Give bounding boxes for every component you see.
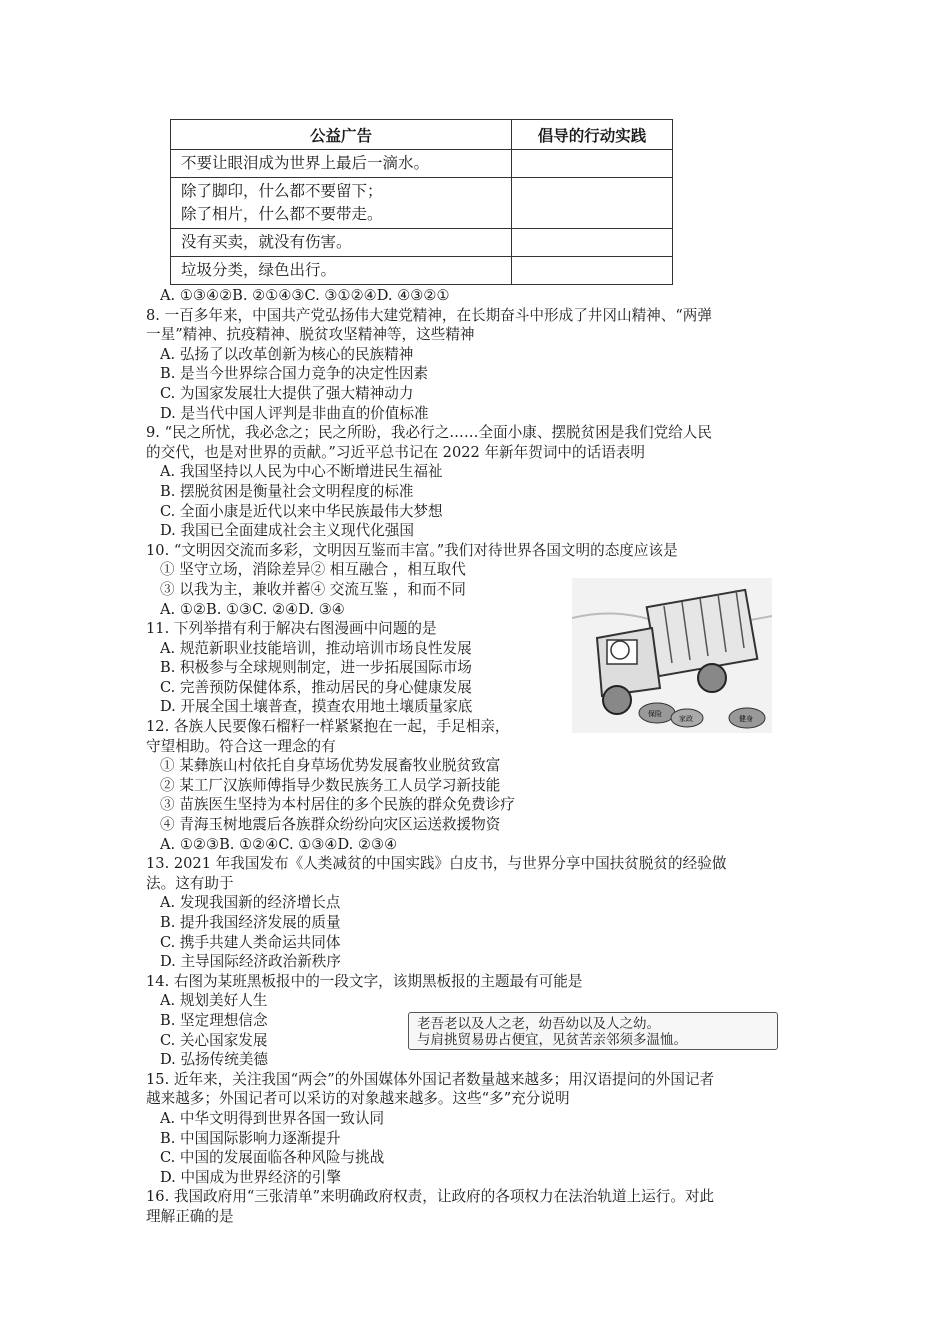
answer-option[interactable]: B. 中国国际影响力逐渐提升 <box>160 1129 341 1147</box>
answer-option[interactable]: C. 中国的发展面临各种风险与挑战 <box>160 1149 385 1167</box>
question-stem-line: 法。这有助于 <box>146 874 234 892</box>
answer-option[interactable]: C. 携手共建人类命运共同体 <box>160 933 341 951</box>
answer-option[interactable]: A. 中华文明得到世界各国一致认同 <box>160 1109 385 1127</box>
question-stem-line: ① 坚守立场，消除差异② 相互融合 ，相互取代 <box>160 561 466 579</box>
answer-option[interactable]: C. 完善预防保健体系，推动居民的身心健康发展 <box>160 678 472 696</box>
question-stem-line: ③ 苗族医生坚持为本村居住的多个民族的群众免费诊疗 <box>160 796 515 814</box>
answer-option[interactable]: D. 主导国际经济政治新秩序 <box>160 953 341 971</box>
answer-option[interactable]: C. 全面小康是近代以来中华民族最伟大梦想 <box>160 502 443 520</box>
answer-option[interactable]: C. 为国家发展壮大提供了强大精神动力 <box>160 384 414 402</box>
question-stem-line: 8. 一百多年来，中国共产党弘扬伟大建党精神，在长期奋斗中形成了井冈山精神、“两弹 <box>146 306 712 324</box>
rock-label: 家政 <box>679 715 693 723</box>
practice-answer-cell[interactable] <box>512 150 673 178</box>
ad-slogan-line: 垃圾分类，绿色出行。 <box>181 261 337 279</box>
answer-option[interactable]: A. 发现我国新的经济增长点 <box>160 894 341 912</box>
question-stem-line: ④ 青海玉树地震后各族群众纷纷向灾区运送救援物资 <box>160 816 501 834</box>
answer-option[interactable]: B. 是当今世界综合国力竞争的决定性因素 <box>160 365 429 383</box>
answer-option[interactable]: A. 规划美好人生 <box>160 992 268 1010</box>
question-block <box>146 1187 816 1226</box>
table-header-practice: 倡导的行动实践 <box>512 120 673 150</box>
question-block <box>146 306 816 424</box>
ad-slogan-cell <box>171 257 512 285</box>
question-area <box>146 286 816 1227</box>
question-stem-line: 15. 近年来，关注我国“两会”的外国媒体外国记者数量越来越多；用汉语提问的外国记者 <box>146 1070 715 1088</box>
board-line: 老吾老以及人之老，幼吾幼以及人之幼。 <box>417 1016 660 1032</box>
question-stem-line: 14. 右图为某班黑板报中的一段文字，该期黑板报的主题最有可能是 <box>146 972 583 990</box>
rock-label: 健身 <box>739 715 753 723</box>
question-block <box>146 717 816 854</box>
answer-option[interactable]: C. 关心国家发展 <box>160 1031 268 1049</box>
public-service-ad-table <box>170 119 673 285</box>
rock-label: 保险 <box>648 710 662 718</box>
ad-slogan-line: 除了脚印，什么都不要留下； <box>181 182 383 200</box>
table-body <box>171 150 673 285</box>
answer-option[interactable]: B. 积极参与全球规则制定，进一步拓展国际市场 <box>160 659 472 677</box>
question-stem-line: 13. 2021 年我国发布《人类减贫的中国实践》白皮书，与世界分享中国扶贫脱贫的经验做 <box>146 855 727 873</box>
question-block <box>146 854 816 972</box>
question-block <box>146 423 816 541</box>
q7-answer-options: A. ①③④②B. ②①④③C. ③①②④D. ④③②① <box>160 287 450 304</box>
question-stem-line: 理解正确的是 <box>146 1207 234 1225</box>
question-stem-line: 守望相助。符合这一理念的有 <box>146 737 336 755</box>
answer-option[interactable]: A. 我国坚持以人民为中心不断增进民生福祉 <box>160 463 443 481</box>
answer-option[interactable]: D. 我国已全面建成社会主义现代化强国 <box>160 522 414 540</box>
answer-option[interactable]: A. ①②③B. ①②④C. ①③④D. ②③④ <box>160 835 398 853</box>
ad-slogan-cell <box>171 178 512 229</box>
question-stem-line: 10. “文明因交流而多彩，文明因互鉴而丰富。”我们对待世界各国文明的态度应该是 <box>146 541 678 559</box>
ad-slogan-cell <box>171 229 512 257</box>
question-stem-line: 12. 各族人民要像石榴籽一样紧紧抱在一起，手足相亲， <box>146 718 510 736</box>
question-stem-line: 9. “民之所忧，我必念之；民之所盼，我必行之……全面小康、摆脱贫困是我们党给人民 <box>146 424 712 442</box>
question-stem-line: ③ 以我为主，兼收并蓄④ 交流互鉴 ，和而不同 <box>160 580 466 598</box>
answer-option[interactable]: D. 弘扬传统美德 <box>160 1051 269 1069</box>
truck-cartoon-image <box>572 578 772 733</box>
ad-slogan-line: 没有买卖，就没有伤害。 <box>181 233 352 251</box>
question-stem-line: 一星”精神、抗疫精神、脱贫攻坚精神等，这些精神 <box>146 326 475 344</box>
question-stem-line: ① 某彝族山村依托自身草场优势发展畜牧业脱贫致富 <box>160 757 501 775</box>
question-stem-line: 越来越多；外国记者可以采访的对象越来越多。这些“多”充分说明 <box>146 1090 570 1108</box>
question-stem-line: 11. 下列举措有利于解决右图漫画中问题的是 <box>146 620 437 638</box>
ad-slogan-line: 不要让眼泪成为世界上最后一滴水。 <box>181 154 430 172</box>
answer-option[interactable]: B. 坚定理想信念 <box>160 1011 268 1029</box>
question-block <box>146 1070 816 1188</box>
table-row <box>171 229 673 257</box>
question-stem-line: 16. 我国政府用“三张清单”来明确政府权责，让政府的各项权力在法治轨道上运行。对此 <box>146 1188 715 1206</box>
question-stem-line: 的交代，也是对世界的贡献。”习近平总书记在 2022 年新年贺词中的话语表明 <box>146 443 645 461</box>
practice-answer-cell[interactable] <box>512 257 673 285</box>
board-line: 与肩挑贸易毋占便宜，见贫苦亲邻须多温恤。 <box>417 1032 687 1048</box>
table-header-ad: 公益广告 <box>171 120 512 150</box>
answer-option[interactable]: A. 规范新职业技能培训，推动培训市场良性发展 <box>160 639 472 657</box>
table-row <box>171 178 673 229</box>
practice-answer-cell[interactable] <box>512 178 673 229</box>
table-row <box>171 150 673 178</box>
question-list <box>146 306 816 1227</box>
answer-option[interactable]: D. 是当代中国人评判是非曲直的价值标准 <box>160 404 429 422</box>
answer-option[interactable]: D. 开展全国土壤普查，摸查农用地土壤质量家底 <box>160 698 473 716</box>
practice-answer-cell[interactable] <box>512 229 673 257</box>
answer-option[interactable]: B. 摆脱贫困是衡量社会文明程度的标准 <box>160 482 414 500</box>
answer-option[interactable]: B. 提升我国经济发展的质量 <box>160 914 341 931</box>
answer-option[interactable]: A. 弘扬了以改革创新为核心的民族精神 <box>160 345 414 363</box>
ad-slogan-cell <box>171 150 512 178</box>
answer-option[interactable]: A. ①②B. ①③C. ②④D. ③④ <box>160 600 345 618</box>
ad-slogan-line: 除了相片，什么都不要带走。 <box>181 205 383 223</box>
blackboard-snippet <box>408 1012 778 1050</box>
answer-option[interactable]: D. 中国成为世界经济的引擎 <box>160 1168 341 1186</box>
table-row <box>171 257 673 285</box>
question-stem-line: ② 某工厂汉族师傅指导少数民族务工人员学习新技能 <box>160 776 501 794</box>
table-header-row <box>171 120 673 150</box>
